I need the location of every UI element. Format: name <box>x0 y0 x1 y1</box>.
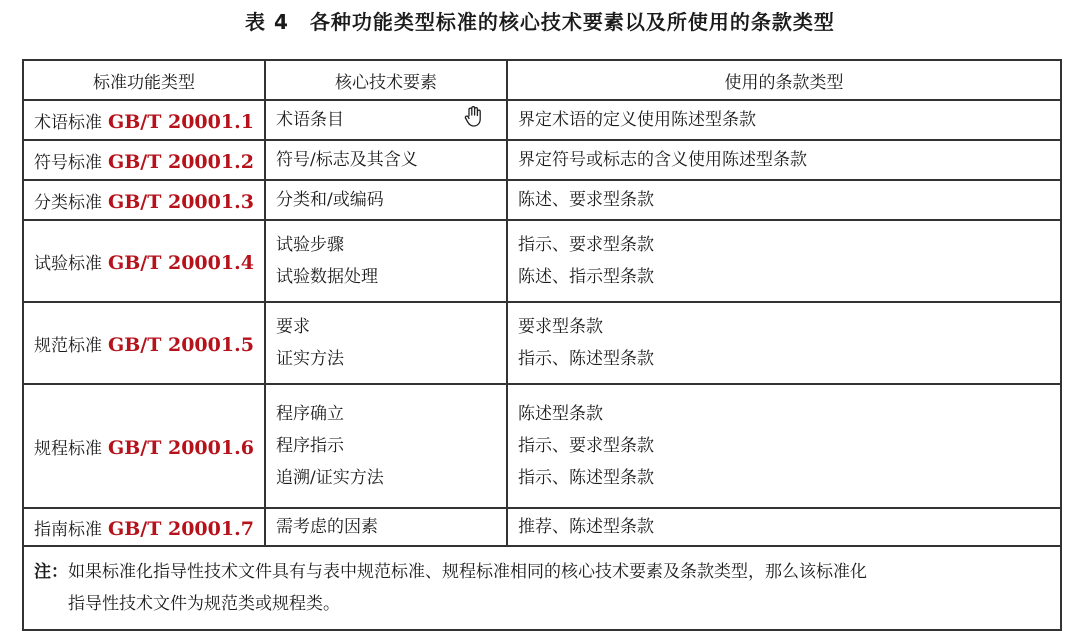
hand-cursor-icon <box>463 106 483 128</box>
table-row <box>23 508 1061 546</box>
core-elements-cell <box>265 220 507 302</box>
clause-item: 陈述型条款 <box>518 404 603 424</box>
clause-types-cell <box>507 384 1061 508</box>
function-type-cell <box>23 384 265 508</box>
type-name: 规范标准 <box>34 335 102 356</box>
element-item: 符号/标志及其含义 <box>276 150 418 170</box>
function-type-cell <box>23 220 265 302</box>
clause-item: 指示、陈述型条款 <box>518 468 654 488</box>
note-label: 注： <box>34 562 68 582</box>
clause-item: 界定符号或标志的含义使用陈述型条款 <box>518 150 807 170</box>
header-row <box>23 60 1061 100</box>
clause-item: 推荐、陈述型条款 <box>518 517 654 537</box>
type-name: 符号标准 <box>34 152 102 173</box>
core-elements-cell <box>265 384 507 508</box>
standard-code: GB/T 20001.6 <box>108 436 254 459</box>
element-item: 需考虑的因素 <box>276 517 378 537</box>
clause-item: 陈述、指示型条款 <box>518 267 654 287</box>
standard-code: GB/T 20001.5 <box>108 333 254 356</box>
element-item: 术语条目 <box>276 110 344 130</box>
element-item: 要求 <box>276 317 310 337</box>
type-name: 术语标准 <box>34 112 102 133</box>
table-row <box>23 180 1061 220</box>
note-cell <box>23 546 1061 630</box>
type-name: 分类标准 <box>34 192 102 213</box>
clause-item: 指示、要求型条款 <box>518 436 654 456</box>
function-type-cell <box>23 180 265 220</box>
function-type-cell <box>23 100 265 140</box>
clause-types-cell <box>507 302 1061 384</box>
standard-code: GB/T 20001.4 <box>108 251 254 274</box>
standard-code: GB/T 20001.1 <box>108 110 254 133</box>
element-item: 追溯/证实方法 <box>276 468 384 488</box>
note-line-1 <box>34 556 1060 588</box>
table-row <box>23 302 1061 384</box>
type-name: 规程标准 <box>34 438 102 459</box>
clause-types-cell <box>507 100 1061 140</box>
note-text-2: 指导性技术文件为规范类或规程类。 <box>68 594 340 614</box>
clause-types-cell <box>507 508 1061 546</box>
clause-types-cell <box>507 180 1061 220</box>
element-item: 试验数据处理 <box>276 267 378 287</box>
table-row <box>23 220 1061 302</box>
standard-code: GB/T 20001.7 <box>108 517 254 540</box>
table-row <box>23 384 1061 508</box>
element-item: 试验步骤 <box>276 235 344 255</box>
table-row <box>23 140 1061 180</box>
clause-item: 界定术语的定义使用陈述型条款 <box>518 110 756 130</box>
function-type-cell <box>23 302 265 384</box>
core-elements-cell <box>265 140 507 180</box>
note-row <box>23 546 1061 630</box>
clause-types-cell <box>507 220 1061 302</box>
clause-item: 要求型条款 <box>518 317 603 337</box>
standards-table <box>22 59 1062 631</box>
clause-item: 指示、陈述型条款 <box>518 349 654 369</box>
clause-item: 指示、要求型条款 <box>518 235 654 255</box>
function-type-cell <box>23 140 265 180</box>
header-clause-types: 使用的条款类型 <box>507 60 1061 100</box>
core-elements-cell <box>265 302 507 384</box>
clause-item: 陈述、要求型条款 <box>518 190 654 210</box>
type-name: 试验标准 <box>34 253 102 274</box>
core-elements-cell <box>265 508 507 546</box>
table-title: 表 4 各种功能类型标准的核心技术要素以及所使用的条款类型 <box>245 10 835 34</box>
core-elements-cell <box>265 180 507 220</box>
element-item: 证实方法 <box>276 349 344 369</box>
type-name: 指南标准 <box>34 519 102 540</box>
table-row <box>23 100 1061 140</box>
clause-types-cell <box>507 140 1061 180</box>
header-function-type: 标准功能类型 <box>23 60 265 100</box>
element-item: 程序确立 <box>276 404 344 424</box>
note-text-1: 如果标准化指导性技术文件具有与表中规范标准、规程标准相同的核心技术要素及条款类型，那么该标准化 <box>68 562 867 582</box>
element-item: 分类和/或编码 <box>276 190 384 210</box>
element-item: 程序指示 <box>276 436 344 456</box>
function-type-cell <box>23 508 265 546</box>
standard-code: GB/T 20001.2 <box>108 150 254 173</box>
standard-code: GB/T 20001.3 <box>108 190 254 213</box>
header-core-elements: 核心技术要素 <box>265 60 507 100</box>
